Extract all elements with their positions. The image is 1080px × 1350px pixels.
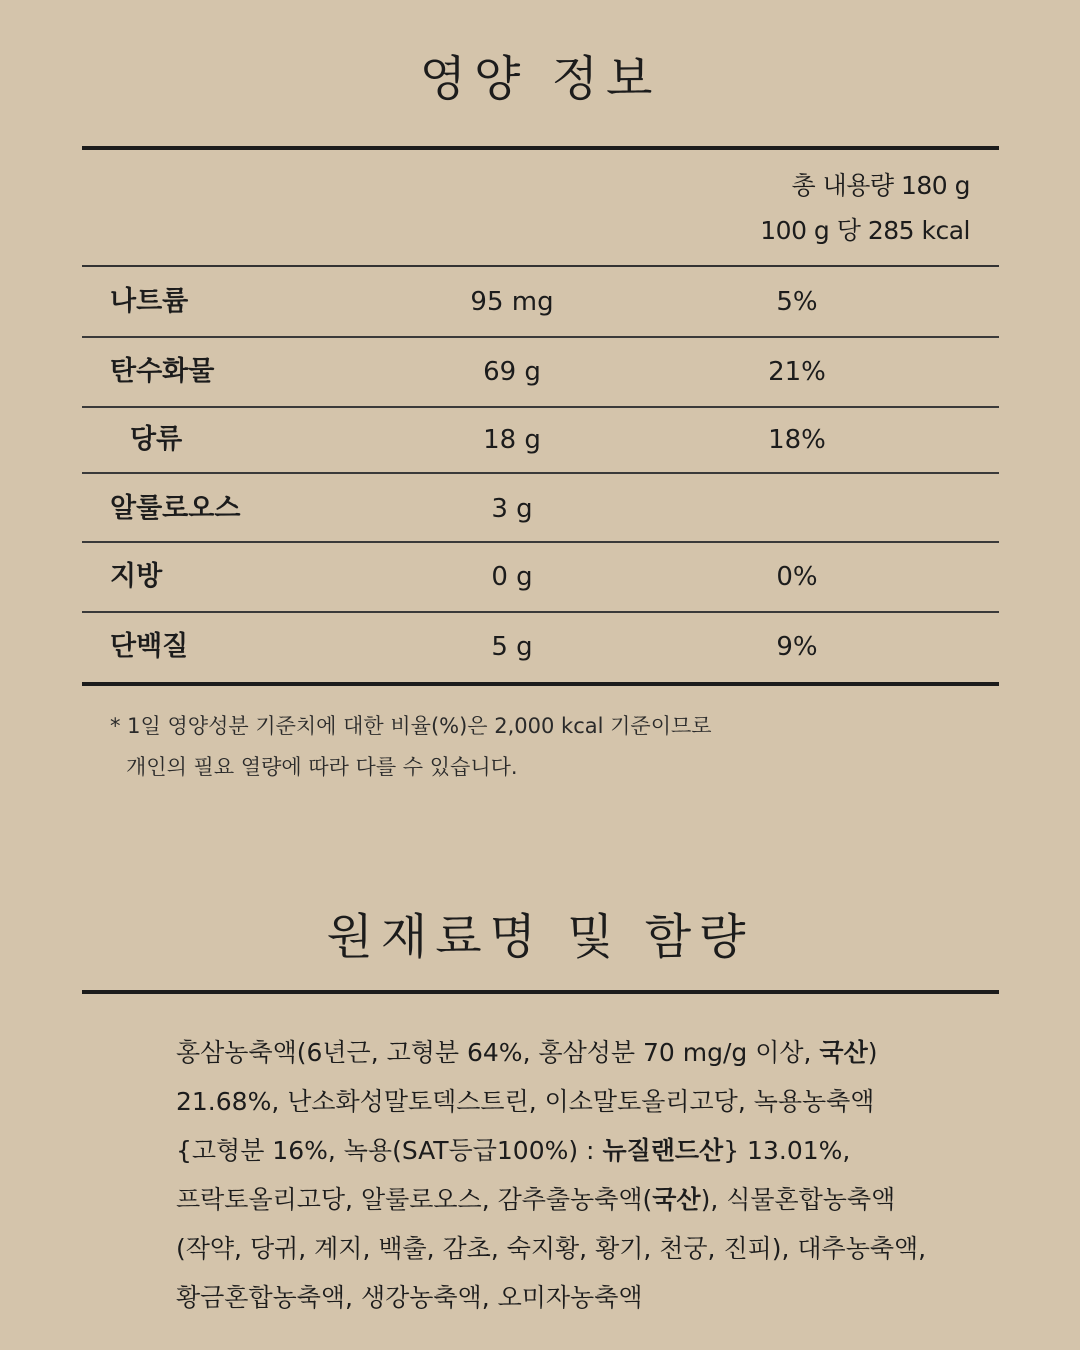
nutrient-name: 탄수화물 — [110, 356, 215, 387]
table-bottom-rule — [82, 682, 999, 686]
nutrient-name: 단백질 — [110, 631, 189, 662]
table-row — [82, 613, 999, 681]
ingredients-text: 프락토올리고당, 알룰로오스, 감추출농축액( — [176, 1185, 653, 1214]
total-content: 총 내용량 180 g — [791, 171, 970, 200]
table-row — [82, 338, 999, 406]
row-divider — [82, 472, 999, 474]
origin-label: 국산 — [652, 1185, 701, 1214]
nutrient-amount: 69 g — [483, 357, 541, 387]
table-row — [82, 475, 999, 543]
table-row — [82, 406, 999, 474]
nutrient-name: 지방 — [110, 561, 163, 592]
header-divider — [82, 265, 999, 267]
table-top-rule — [82, 146, 999, 150]
nutrient-daily-value: 5% — [776, 287, 818, 317]
table-row — [82, 543, 999, 611]
nutrient-name: 당류 — [130, 424, 183, 455]
ingredients-line: 황금혼합농축액, 생강농축액, 오미자농축액 — [176, 1283, 643, 1312]
footnote-line: * 1일 영양성분 기준치에 대한 비율(%)은 2,000 kcal 기준이므로 — [110, 714, 712, 738]
nutrient-amount: 95 mg — [470, 287, 554, 317]
ingredients-text: {고형분 16%, 녹용(SAT등급100%) : — [176, 1136, 603, 1165]
origin-label: 뉴질랜드산 — [602, 1136, 724, 1165]
ingredients-text: 홍삼농축액(6년근, 고형분 64%, 홍삼성분 70 mg/g 이상, — [176, 1038, 820, 1067]
ingredients-line — [176, 1126, 936, 1175]
nutrient-daily-value: 18% — [768, 425, 826, 455]
origin-label: 국산 — [819, 1038, 868, 1067]
table-row — [82, 268, 999, 336]
nutrient-daily-value: 9% — [776, 632, 818, 662]
footnote-line: 개인의 필요 열량에 따라 다를 수 있습니다. — [126, 755, 518, 779]
ingredients-text: ), 식물혼합농축액 — [700, 1185, 896, 1214]
nutrient-amount: 18 g — [483, 425, 541, 455]
per-serving-calories: 100 g 당 285 kcal — [760, 216, 970, 245]
nutrient-amount: 3 g — [491, 494, 533, 524]
ingredients-rule — [82, 990, 999, 994]
nutrient-daily-value: 0% — [776, 562, 818, 592]
nutrient-amount: 0 g — [491, 562, 533, 592]
nutrient-name: 알룰로오스 — [110, 493, 241, 524]
ingredients-text: } 13.01%, — [723, 1136, 851, 1165]
nutrition-title: 영양 정보 — [419, 51, 661, 107]
ingredients-line — [176, 1028, 936, 1077]
ingredients-line — [176, 1175, 936, 1224]
ingredients-line: (작약, 당귀, 계지, 백출, 감초, 숙지황, 황기, 천궁, 진피), 대추농축액, — [176, 1234, 927, 1263]
ingredients-text: ) — [867, 1038, 878, 1067]
nutrient-name: 나트륨 — [110, 286, 189, 317]
footnote — [110, 706, 712, 788]
ingredients-line: 21.68%, 난소화성말토덱스트린, 이소말토올리고당, 녹용농축액 — [176, 1087, 875, 1116]
ingredients-title: 원재료명 및 함량 — [326, 909, 754, 965]
ingredients-list — [176, 1028, 936, 1322]
nutrient-daily-value: 21% — [768, 357, 826, 387]
nutrient-amount: 5 g — [491, 632, 533, 662]
